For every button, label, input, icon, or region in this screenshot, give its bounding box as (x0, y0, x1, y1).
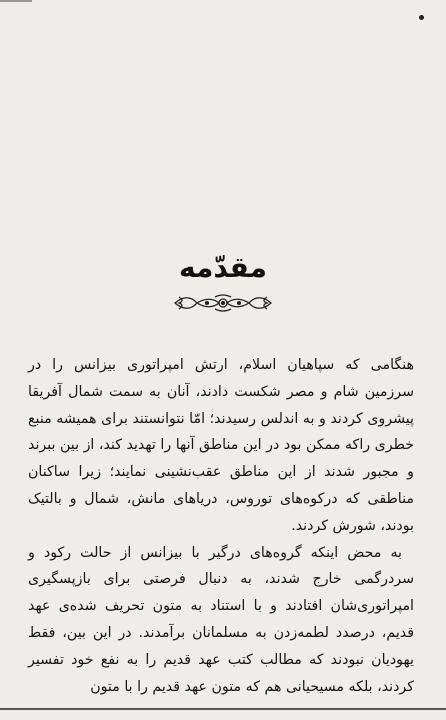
chapter-heading (0, 250, 446, 314)
scan-edge-mark (0, 0, 32, 2)
page-dot-mark (419, 15, 424, 20)
ornament-divider-icon (171, 292, 275, 314)
body-text (28, 352, 414, 700)
chapter-title: مقدّمه (179, 251, 267, 284)
paragraph-1: هنگامی که سپاهیان اسلام، ارتش امپراتوری بیزانس را در سرزمین شام و مصر شکست دادند، آنان به سمت شمال آفریقا پیشروی کردند و به اندلس رسیدند؛ امّا نتوانستند برای همیشه منبع خطری راکه ممکن بود در این مناطق آنها را تهدید کند، از بین ببرند و مجبور شدند از این مناطق عقب‌نشینی نمایند؛ زیرا ساکنان مناطقی که درکوه‌های توروس، دریاهای مانش، شمال و بالتیک بودند، شورش کردند. (28, 357, 414, 534)
paragraph-2: به محض اینکه گروه‌های درگیر با بیزانس از حالت رکود و سردرگمی خارج شدند، به دنبال فرصتی برای بازپسگیری امپراتوری‌شان افتادند و با استناد به متون تحریف شده‌ی عهد قدیم، درصدد لطمه‌زدن به مسلمانان برآمدند. در این بین، فقط یهودیان نبودند که مطالب کتب عهد قدیم را به نفع خود تفسیر کردند، بلکه مسیحیانی هم که متون عهد قدیم را با متون (28, 544, 414, 695)
bottom-edge-line (0, 708, 446, 710)
